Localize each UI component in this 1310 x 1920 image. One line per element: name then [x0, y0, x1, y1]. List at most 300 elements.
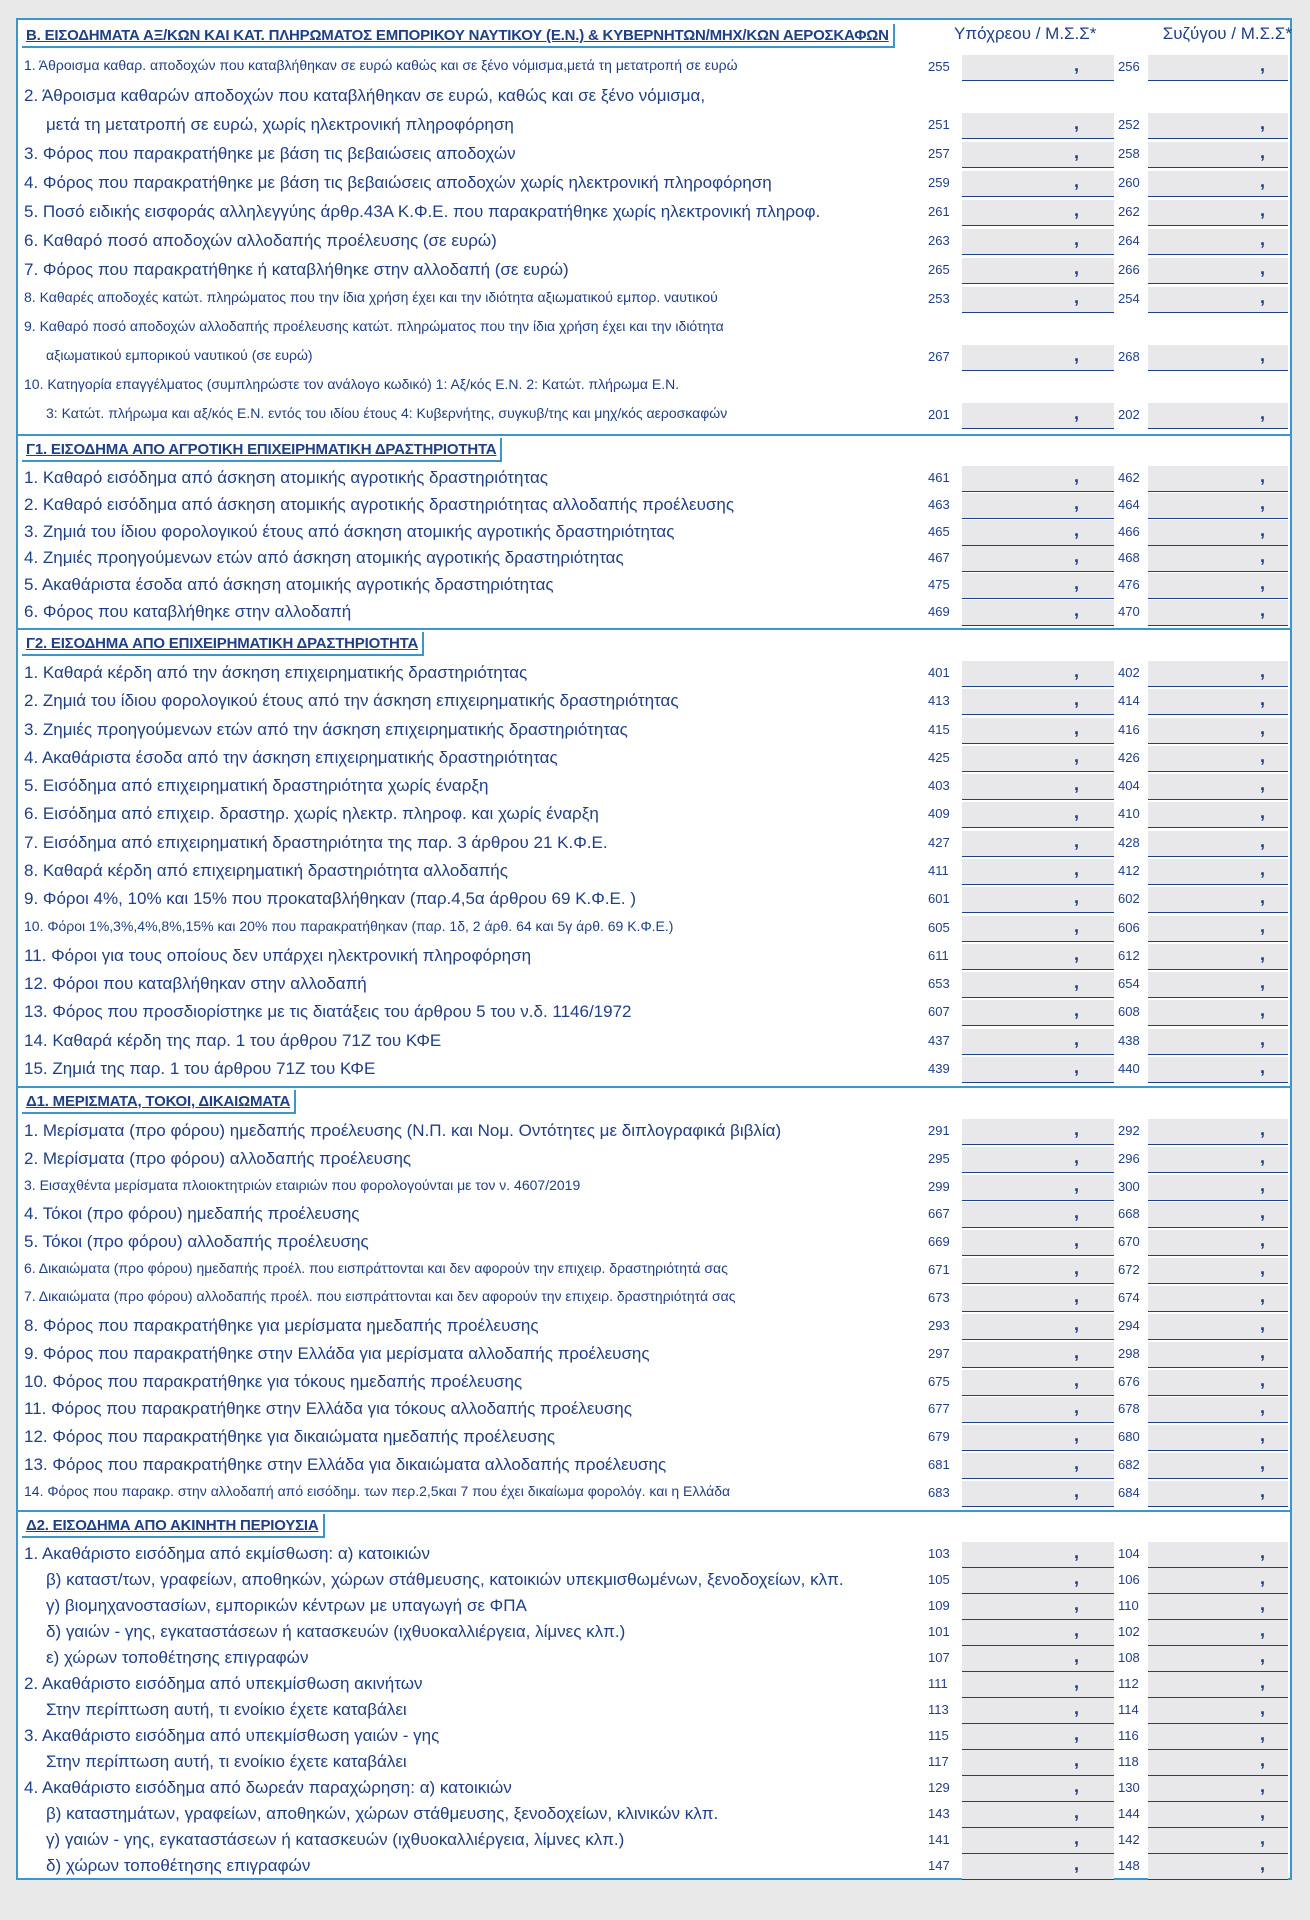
form-row: [18, 1854, 1290, 1880]
taxpayer-amount-field[interactable]: [962, 1750, 1114, 1776]
taxpayer-amount-field[interactable]: [962, 573, 1114, 599]
taxpayer-amount-field[interactable]: [962, 972, 1114, 998]
decimal-comma: ,: [1074, 492, 1080, 513]
form-row: [18, 773, 1290, 801]
decimal-comma: ,: [1074, 830, 1080, 851]
taxpayer-amount-field[interactable]: [962, 1481, 1114, 1507]
taxpayer-code: 475: [928, 576, 950, 592]
decimal-comma: ,: [1074, 55, 1080, 76]
spouse-amount-field[interactable]: [1148, 1000, 1288, 1026]
row-label: 2. Καθαρό εισόδημα από άσκηση ατομικής αγροτικής δραστηριότητας αλλοδαπής προέλευσης: [24, 494, 735, 514]
row-label: 2. Ακαθάριστο εισόδημα από υπεκμίσθωση ακινήτων: [24, 1674, 423, 1693]
taxpayer-amount-field[interactable]: [962, 1342, 1114, 1368]
form-row: [18, 1257, 1290, 1285]
row-label: γ) γαιών - γης, εγκαταστάσεων ή κατασκευών (ιχθυοκαλλιέργεια, λίμνες κλπ.): [46, 1830, 625, 1849]
spouse-code: 260: [1118, 175, 1140, 191]
spouse-amount-field[interactable]: [1148, 1542, 1288, 1568]
spouse-amount-field[interactable]: [1148, 1620, 1288, 1646]
row-label: 2. Ζημιά του ίδιου φορολογικού έτους από την άσκηση επιχειρηματικής δραστηριότητας: [24, 691, 679, 711]
spouse-code: 462: [1118, 470, 1140, 486]
spouse-amount-field[interactable]: [1148, 1258, 1288, 1284]
decimal-comma: ,: [1260, 717, 1266, 738]
row-label: 6. Φόρος που καταβλήθηκε στην αλλοδαπή: [24, 601, 352, 621]
taxpayer-amount-field[interactable]: [962, 200, 1114, 226]
taxpayer-amount-field[interactable]: [962, 1724, 1114, 1750]
spouse-code: 256: [1118, 59, 1140, 75]
taxpayer-amount-field[interactable]: [962, 1258, 1114, 1284]
taxpayer-amount-field[interactable]: [962, 1776, 1114, 1802]
decimal-comma: ,: [1074, 466, 1080, 487]
taxpayer-amount-field[interactable]: [962, 1453, 1114, 1479]
taxpayer-amount-field[interactable]: [962, 1620, 1114, 1646]
taxpayer-amount-field[interactable]: [962, 520, 1114, 546]
decimal-comma: ,: [1074, 113, 1080, 134]
row-label: 14. Καθαρά κέρδη της παρ. 1 του άρθρου 71Ζ του ΚΦΕ: [24, 1030, 442, 1050]
decimal-comma: ,: [1260, 1542, 1266, 1562]
row-label: 3. Εισαχθέντα μερίσματα πλοιοκτητριών εταιριών που φορολογούνται με τον ν. 4607/2019: [24, 1176, 581, 1193]
taxpayer-amount-field[interactable]: [962, 746, 1114, 772]
decimal-comma: ,: [1260, 1313, 1266, 1334]
taxpayer-code: 437: [928, 1032, 950, 1048]
spouse-code: 466: [1118, 523, 1140, 539]
taxpayer-amount-field[interactable]: [962, 1594, 1114, 1620]
taxpayer-code: 681: [928, 1457, 950, 1473]
spouse-amount-field[interactable]: [1148, 1672, 1288, 1698]
spouse-code: 144: [1118, 1806, 1140, 1821]
spouse-amount-field[interactable]: [1148, 142, 1288, 168]
decimal-comma: ,: [1260, 200, 1266, 221]
taxpayer-amount-field[interactable]: [962, 1175, 1114, 1201]
taxpayer-amount-field[interactable]: [962, 1397, 1114, 1423]
spouse-code: 470: [1118, 603, 1140, 619]
spouse-amount-field[interactable]: [1148, 1750, 1288, 1776]
taxpayer-amount-field[interactable]: [962, 1854, 1114, 1880]
row-label: 9. Φόροι 4%, 10% και 15% που προκαταβλήθηκαν (παρ.4,5α άρθρου 69 Κ.Φ.Ε. ): [24, 889, 636, 909]
spouse-code: 654: [1118, 976, 1140, 992]
decimal-comma: ,: [1074, 1174, 1080, 1195]
spouse-amount-field[interactable]: [1148, 113, 1288, 139]
decimal-comma: ,: [1260, 858, 1266, 879]
decimal-comma: ,: [1074, 1802, 1080, 1822]
decimal-comma: ,: [1074, 1258, 1080, 1279]
decimal-comma: ,: [1260, 1230, 1266, 1251]
taxpayer-amount-field[interactable]: [962, 831, 1114, 857]
spouse-amount-field[interactable]: [1148, 774, 1288, 800]
taxpayer-amount-field[interactable]: [962, 1202, 1114, 1228]
decimal-comma: ,: [1074, 717, 1080, 738]
spouse-amount-field[interactable]: [1148, 493, 1288, 519]
form-row: [18, 745, 1290, 773]
row-label: 3. Φόρος που παρακρατήθηκε με βάση τις βεβαιώσεις αποδοχών: [24, 144, 516, 164]
spouse-amount-field[interactable]: [1148, 345, 1288, 371]
spouse-amount-field[interactable]: [1148, 1029, 1288, 1055]
taxpayer-amount-field[interactable]: [962, 1802, 1114, 1828]
spouse-amount-field[interactable]: [1148, 1802, 1288, 1828]
spouse-code: 404: [1118, 778, 1140, 794]
row-label: 4. Φόρος που παρακρατήθηκε με βάση τις βεβαιώσεις αποδοχών χωρίς ηλεκτρονική πληροφόρηση: [24, 173, 772, 193]
spouse-code: 670: [1118, 1234, 1140, 1250]
taxpayer-amount-field[interactable]: [962, 1568, 1114, 1594]
decimal-comma: ,: [1260, 943, 1266, 964]
taxpayer-code: 113: [928, 1702, 949, 1717]
taxpayer-code: 401: [928, 665, 950, 681]
decimal-comma: ,: [1074, 1369, 1080, 1390]
spouse-amount-field[interactable]: [1148, 573, 1288, 599]
taxpayer-code: 141: [928, 1832, 950, 1847]
decimal-comma: ,: [1074, 1698, 1080, 1718]
taxpayer-code: 129: [928, 1780, 950, 1795]
form-row: [18, 1724, 1290, 1750]
spouse-code: 106: [1118, 1572, 1140, 1587]
decimal-comma: ,: [1074, 943, 1080, 964]
spouse-amount-field[interactable]: [1148, 1698, 1288, 1724]
taxpayer-amount-field[interactable]: [962, 493, 1114, 519]
spouse-amount-field[interactable]: [1148, 600, 1288, 626]
spouse-code: 672: [1118, 1262, 1140, 1278]
decimal-comma: ,: [1074, 1000, 1080, 1021]
row-label: δ) γαιών - γης, εγκαταστάσεων ή κατασκευών (ιχθυοκαλλιέργεια, λίμνες κλπ.): [46, 1622, 626, 1641]
spouse-amount-field[interactable]: [1148, 1119, 1288, 1145]
row-label: 12. Φόροι που καταβλήθηκαν στην αλλοδαπή: [24, 974, 367, 994]
taxpayer-amount-field[interactable]: [962, 661, 1114, 687]
form-row: [18, 830, 1290, 858]
spouse-amount-field[interactable]: [1148, 55, 1288, 81]
spouse-amount-field[interactable]: [1148, 944, 1288, 970]
taxpayer-amount-field[interactable]: [962, 600, 1114, 626]
taxpayer-code: 295: [928, 1150, 950, 1166]
taxpayer-code: 413: [928, 693, 950, 709]
decimal-comma: ,: [1260, 286, 1266, 307]
decimal-comma: ,: [1260, 402, 1266, 423]
form-row: [18, 314, 1290, 343]
spouse-code: 414: [1118, 693, 1140, 709]
spouse-code: 300: [1118, 1178, 1140, 1194]
decimal-comma: ,: [1260, 466, 1266, 487]
spouse-amount-field[interactable]: [1148, 1646, 1288, 1672]
spouse-code: 266: [1118, 261, 1140, 277]
row-label: 8. Καθαρά κέρδη από επιχειρηματική δραστηριότητα αλλοδαπής: [24, 860, 508, 880]
row-label: 9. Καθαρό ποσό αποδοχών αλλοδαπής προέλευσης κατώτ. πληρώματος που την ίδια χρήση έχει και την ιδιότητα: [24, 317, 724, 334]
row-label: β) καταστ/των, γραφείων, αποθηκών, χώρων στάθμευσης, κατοικιών υπεκμισθωμένων, ξενοδοχείων, κλπ.: [46, 1570, 844, 1589]
spouse-code: 258: [1118, 146, 1140, 162]
spouse-amount-field[interactable]: [1148, 1057, 1288, 1083]
spouse-amount-field[interactable]: [1148, 859, 1288, 885]
decimal-comma: ,: [1260, 1828, 1266, 1848]
spouse-amount-field[interactable]: [1148, 661, 1288, 687]
spouse-amount-field[interactable]: [1148, 229, 1288, 255]
form-row: [18, 943, 1290, 971]
spouse-amount-field[interactable]: [1148, 887, 1288, 913]
decimal-comma: ,: [1074, 1854, 1080, 1874]
row-label: 1. Καθαρό εισόδημα από άσκηση ατομικής αγροτικής δραστηριότητας: [24, 468, 548, 488]
row-label: 13. Φόρος που προσδιορίστηκε με τις διατάξεις του άρθρου 5 του ν.δ. 1146/1972: [24, 1002, 632, 1022]
taxpayer-amount-field[interactable]: [962, 1698, 1114, 1724]
decimal-comma: ,: [1074, 546, 1080, 567]
spouse-code: 116: [1118, 1728, 1139, 1743]
spouse-amount-field[interactable]: [1148, 403, 1288, 429]
taxpayer-code: 673: [928, 1290, 950, 1306]
spouse-amount-field[interactable]: [1148, 802, 1288, 828]
taxpayer-code: 143: [928, 1806, 950, 1821]
spouse-amount-field[interactable]: [1148, 466, 1288, 492]
decimal-comma: ,: [1260, 1854, 1266, 1874]
spouse-amount-field[interactable]: [1148, 520, 1288, 546]
spouse-amount-field[interactable]: [1148, 1425, 1288, 1451]
decimal-comma: ,: [1074, 774, 1080, 795]
form-row: [18, 83, 1290, 112]
spouse-amount-field[interactable]: [1148, 916, 1288, 942]
spouse-code: 130: [1118, 1780, 1140, 1795]
taxpayer-amount-field[interactable]: [962, 718, 1114, 744]
taxpayer-code: 669: [928, 1234, 950, 1250]
spouse-amount-field[interactable]: [1148, 1776, 1288, 1802]
taxpayer-amount-field[interactable]: [962, 1029, 1114, 1055]
spouse-amount-field[interactable]: [1148, 1202, 1288, 1228]
spouse-code: 668: [1118, 1206, 1140, 1222]
spouse-code: 262: [1118, 204, 1140, 220]
spouse-amount-field[interactable]: [1148, 258, 1288, 284]
spouse-amount-field[interactable]: [1148, 831, 1288, 857]
row-label: 8. Φόρος που παρακρατήθηκε για μερίσματα ημεδαπής προέλευσης: [24, 1315, 539, 1335]
row-label: 15. Ζημιά της παρ. 1 του άρθρου 71Ζ του ΚΦΕ: [24, 1058, 376, 1078]
spouse-amount-field[interactable]: [1148, 1286, 1288, 1312]
spouse-code: 468: [1118, 550, 1140, 566]
tax-form: [16, 18, 1292, 1880]
decimal-comma: ,: [1074, 972, 1080, 993]
spouse-amount-field[interactable]: [1148, 1314, 1288, 1340]
spouse-amount-field[interactable]: [1148, 718, 1288, 744]
decimal-comma: ,: [1260, 599, 1266, 620]
taxpayer-amount-field[interactable]: [962, 287, 1114, 313]
taxpayer-amount-field[interactable]: [962, 1147, 1114, 1173]
row-label: 1. Άθροισμα καθαρ. αποδοχών που καταβλήθηκαν σε ευρώ καθώς και σε ξένο νόμισμα,μετά τη μετατροπή σε ευρώ: [24, 57, 738, 74]
taxpayer-code: 465: [928, 523, 950, 539]
taxpayer-code: 117: [928, 1754, 949, 1769]
decimal-comma: ,: [1074, 1056, 1080, 1077]
decimal-comma: ,: [1260, 745, 1266, 766]
spouse-amount-field[interactable]: [1148, 1453, 1288, 1479]
taxpayer-code: 679: [928, 1429, 950, 1445]
taxpayer-amount-field[interactable]: [962, 1119, 1114, 1145]
taxpayer-amount-field[interactable]: [962, 916, 1114, 942]
decimal-comma: ,: [1260, 1258, 1266, 1279]
decimal-comma: ,: [1260, 344, 1266, 365]
spouse-amount-field[interactable]: [1148, 1568, 1288, 1594]
taxpayer-code: 265: [928, 261, 950, 277]
spouse-code: 606: [1118, 919, 1140, 935]
spouse-code: 438: [1118, 1032, 1140, 1048]
taxpayer-amount-field[interactable]: [962, 689, 1114, 715]
taxpayer-code: 675: [928, 1373, 950, 1389]
row-label: β) καταστημάτων, γραφείων, αποθηκών, χώρων στάθμευσης, ξενοδοχείων, κλινικών κλπ.: [46, 1804, 719, 1823]
decimal-comma: ,: [1260, 1369, 1266, 1390]
row-label: 6. Εισόδημα από επιχειρ. δραστηρ. χωρίς ηλεκτρ. πληροφ. και χωρίς έναρξη: [24, 804, 599, 824]
row-label: μετά τη μετατροπή σε ευρώ, χωρίς ηλεκτρονική πληροφόρηση: [46, 115, 514, 135]
decimal-comma: ,: [1074, 228, 1080, 249]
spouse-amount-field[interactable]: [1148, 1175, 1288, 1201]
decimal-comma: ,: [1260, 661, 1266, 682]
taxpayer-amount-field[interactable]: [962, 403, 1114, 429]
taxpayer-code: 601: [928, 891, 950, 907]
decimal-comma: ,: [1260, 1594, 1266, 1614]
taxpayer-amount-field[interactable]: [962, 1672, 1114, 1698]
decimal-comma: ,: [1074, 802, 1080, 823]
row-label: 6. Δικαιώματα (προ φόρου) ημεδαπής προέλ. που εισπράττονται και δεν αφορούν την επιχειρ. δραστηριότητά σας: [24, 1260, 728, 1277]
form-row: [18, 971, 1290, 999]
taxpayer-amount-field[interactable]: [962, 345, 1114, 371]
form-row: [18, 285, 1290, 314]
taxpayer-amount-field[interactable]: [962, 1000, 1114, 1026]
spouse-code: 680: [1118, 1429, 1140, 1445]
taxpayer-amount-field[interactable]: [962, 1314, 1114, 1340]
taxpayer-column-header: Υπόχρεου / Μ.Σ.Σ*: [954, 24, 1097, 43]
taxpayer-code: 411: [928, 862, 949, 878]
spouse-code: 464: [1118, 496, 1140, 512]
taxpayer-amount-field[interactable]: [962, 113, 1114, 139]
form-section: [18, 1510, 1290, 1882]
spouse-amount-field[interactable]: [1148, 287, 1288, 313]
decimal-comma: ,: [1074, 599, 1080, 620]
taxpayer-code: 605: [928, 919, 950, 935]
row-label: 2. Άθροισμα καθαρών αποδοχών που καταβλήθηκαν σε ευρώ, καθώς και σε ξένο νόμισμα,: [24, 86, 706, 106]
form-row: [18, 1646, 1290, 1672]
form-row: [18, 688, 1290, 716]
spouse-amount-field[interactable]: [1148, 1481, 1288, 1507]
form-row: [18, 801, 1290, 829]
taxpayer-amount-field[interactable]: [962, 1286, 1114, 1312]
form-row: [18, 599, 1290, 626]
form-row: [18, 466, 1290, 493]
spouse-amount-field[interactable]: [1148, 1724, 1288, 1750]
spouse-amount-field[interactable]: [1148, 689, 1288, 715]
decimal-comma: ,: [1260, 1425, 1266, 1446]
spouse-code: 684: [1118, 1485, 1140, 1501]
form-row: [18, 519, 1290, 546]
taxpayer-amount-field[interactable]: [962, 1828, 1114, 1854]
taxpayer-code: 297: [928, 1345, 950, 1361]
decimal-comma: ,: [1260, 1776, 1266, 1796]
row-label: 12. Φόρος που παρακρατήθηκε για δικαιώματα ημεδαπής προέλευσης: [24, 1427, 556, 1447]
spouse-amount-field[interactable]: [1148, 1147, 1288, 1173]
decimal-comma: ,: [1074, 1453, 1080, 1474]
decimal-comma: ,: [1074, 572, 1080, 593]
taxpayer-amount-field[interactable]: [962, 887, 1114, 913]
taxpayer-amount-field[interactable]: [962, 774, 1114, 800]
decimal-comma: ,: [1074, 1118, 1080, 1139]
taxpayer-amount-field[interactable]: [962, 1542, 1114, 1568]
decimal-comma: ,: [1260, 802, 1266, 823]
decimal-comma: ,: [1074, 1286, 1080, 1307]
decimal-comma: ,: [1260, 228, 1266, 249]
taxpayer-amount-field[interactable]: [962, 229, 1114, 255]
form-row: [18, 1672, 1290, 1698]
spouse-code: 294: [1118, 1317, 1140, 1333]
spouse-code: 428: [1118, 834, 1140, 850]
spouse-amount-field[interactable]: [1148, 746, 1288, 772]
decimal-comma: ,: [1074, 915, 1080, 936]
taxpayer-code: 293: [928, 1317, 950, 1333]
row-label: δ) χώρων τοποθέτησης επιγραφών: [46, 1856, 311, 1875]
taxpayer-code: 111: [928, 1676, 948, 1691]
spouse-code: 148: [1118, 1858, 1140, 1873]
spouse-amount-field[interactable]: [1148, 1342, 1288, 1368]
decimal-comma: ,: [1074, 1146, 1080, 1167]
taxpayer-code: 259: [928, 175, 950, 191]
decimal-comma: ,: [1074, 344, 1080, 365]
decimal-comma: ,: [1260, 1028, 1266, 1049]
decimal-comma: ,: [1074, 1425, 1080, 1446]
form-row: [18, 170, 1290, 199]
taxpayer-code: 255: [928, 59, 950, 75]
form-row: [18, 999, 1290, 1027]
taxpayer-code: 467: [928, 550, 950, 566]
form-row: [18, 1056, 1290, 1084]
form-row: [18, 1776, 1290, 1802]
row-label: 5. Εισόδημα από επιχειρηματική δραστηριότητα χωρίς έναρξη: [24, 776, 489, 796]
taxpayer-code: 105: [928, 1572, 950, 1587]
taxpayer-amount-field[interactable]: [962, 1057, 1114, 1083]
taxpayer-code: 253: [928, 290, 950, 306]
spouse-amount-field[interactable]: [1148, 1397, 1288, 1423]
taxpayer-amount-field[interactable]: [962, 944, 1114, 970]
decimal-comma: ,: [1074, 858, 1080, 879]
form-row: [18, 1750, 1290, 1776]
spouse-amount-field[interactable]: [1148, 972, 1288, 998]
taxpayer-amount-field[interactable]: [962, 142, 1114, 168]
taxpayer-amount-field[interactable]: [962, 171, 1114, 197]
taxpayer-amount-field[interactable]: [962, 258, 1114, 284]
taxpayer-amount-field[interactable]: [962, 55, 1114, 81]
spouse-amount-field[interactable]: [1148, 1370, 1288, 1396]
decimal-comma: ,: [1074, 1828, 1080, 1848]
spouse-code: 416: [1118, 721, 1140, 737]
taxpayer-amount-field[interactable]: [962, 466, 1114, 492]
taxpayer-amount-field[interactable]: [962, 546, 1114, 572]
taxpayer-amount-field[interactable]: [962, 1230, 1114, 1256]
row-label: γ) βιομηχανοστασίων, εμπορικών κέντρων με υπαγωγή σε ΦΠΑ: [46, 1596, 527, 1615]
decimal-comma: ,: [1074, 286, 1080, 307]
form-row: [18, 1146, 1290, 1174]
decimal-comma: ,: [1074, 1481, 1080, 1502]
taxpayer-amount-field[interactable]: [962, 1646, 1114, 1672]
spouse-amount-field[interactable]: [1148, 1594, 1288, 1620]
taxpayer-amount-field[interactable]: [962, 1370, 1114, 1396]
row-label: 6. Καθαρό ποσό αποδοχών αλλοδαπής προέλευσης (σε ευρώ): [24, 230, 497, 250]
spouse-code: 682: [1118, 1457, 1140, 1473]
taxpayer-amount-field[interactable]: [962, 859, 1114, 885]
spouse-code: 292: [1118, 1122, 1140, 1138]
row-label: 3: Κατώτ. πλήρωμα και αξ/κός Ε.Ν. εντός του ιδίου έτους 4: Κυβερνήτης, συγκυβ/της και μηχ/κός αεροσκαφών: [46, 404, 728, 421]
form-row: [18, 1397, 1290, 1425]
spouse-amount-field[interactable]: [1148, 1828, 1288, 1854]
spouse-amount-field[interactable]: [1148, 200, 1288, 226]
form-row: [18, 1118, 1290, 1146]
row-label: 1. Ακαθάριστο εισόδημα από εκμίσθωση: α) κατοικιών: [24, 1544, 430, 1563]
decimal-comma: ,: [1260, 1453, 1266, 1474]
spouse-amount-field[interactable]: [1148, 1854, 1288, 1880]
taxpayer-code: 425: [928, 749, 950, 765]
row-label: 2. Μερίσματα (προ φόρου) αλλοδαπής προέλευσης: [24, 1148, 412, 1168]
spouse-amount-field[interactable]: [1148, 171, 1288, 197]
decimal-comma: ,: [1074, 1750, 1080, 1770]
taxpayer-amount-field[interactable]: [962, 802, 1114, 828]
form-row: [18, 1698, 1290, 1724]
spouse-amount-field[interactable]: [1148, 546, 1288, 572]
row-label: 8. Καθαρές αποδοχές κατώτ. πληρώματος που την ίδια χρήση έχει και την ιδιότητα αξιωματικού εμπορ. ναυτικού: [24, 288, 718, 305]
decimal-comma: ,: [1074, 661, 1080, 682]
taxpayer-amount-field[interactable]: [962, 1425, 1114, 1451]
spouse-amount-field[interactable]: [1148, 1230, 1288, 1256]
